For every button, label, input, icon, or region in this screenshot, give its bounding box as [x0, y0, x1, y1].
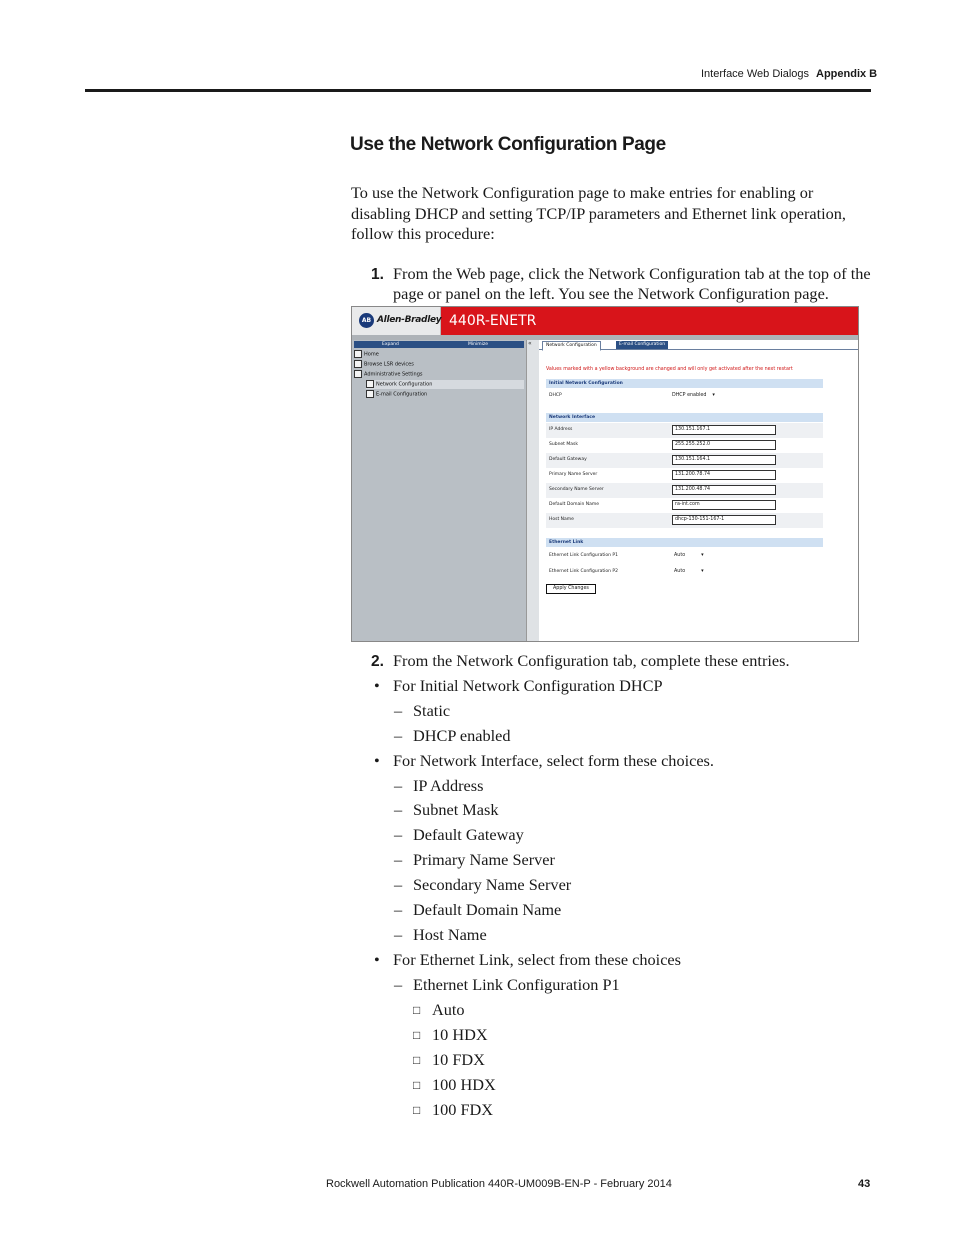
- subnet-mask-input[interactable]: 255.255.252.0: [672, 440, 776, 450]
- minimize-link[interactable]: Minimize: [468, 342, 488, 347]
- tab-email-configuration[interactable]: E-mail Configuration: [616, 341, 668, 349]
- ethernet-link-p1-select[interactable]: Auto ▾: [674, 552, 704, 558]
- list-item: 100 FDX: [432, 1100, 494, 1119]
- dash-icon: –: [394, 701, 403, 720]
- dhcp-label: DHCP: [549, 393, 562, 398]
- box-icon: □: [413, 1103, 421, 1117]
- box-icon: □: [413, 1003, 421, 1017]
- step-2-number: 2.: [371, 653, 384, 670]
- list-item: Auto: [432, 1000, 465, 1019]
- default-gateway-row: [546, 453, 823, 468]
- list-item: Default Gateway: [413, 825, 524, 844]
- apply-changes-button[interactable]: Apply Changes: [546, 584, 596, 594]
- dash-icon: –: [394, 726, 403, 745]
- page-icon: [366, 390, 374, 398]
- default-gateway-input[interactable]: 130.151.164.1: [672, 455, 776, 465]
- expand-link[interactable]: Expand: [382, 342, 399, 347]
- sidebar-item-email[interactable]: E-mail Configuration: [366, 390, 427, 399]
- app-banner: [352, 307, 858, 335]
- host-name-label: Host Name: [549, 517, 574, 522]
- step-1-text-line-2: page or panel on the left. You see the Network Configuration page.: [393, 284, 829, 303]
- ip-address-row: [546, 423, 823, 438]
- list-item: Static: [413, 701, 451, 720]
- brand-logo: [352, 307, 441, 335]
- list-item: Subnet Mask: [413, 800, 499, 819]
- ip-address-label: IP Address: [549, 427, 573, 432]
- sidebar: [352, 340, 526, 641]
- page-icon: [354, 350, 362, 358]
- dropdown-arrow-icon: ▾: [701, 568, 704, 574]
- host-name-input[interactable]: dhcp-130-151-167-1: [672, 515, 776, 525]
- collapse-arrow-icon[interactable]: «: [528, 340, 532, 347]
- ab-logo-icon: AB: [359, 313, 374, 328]
- footer-publication: Rockwell Automation Publication 440R-UM009B-EN-P - February 2014: [326, 1178, 672, 1190]
- default-domain-name-row: [546, 498, 823, 513]
- dhcp-row: [546, 389, 823, 404]
- dropdown-arrow-icon: ▾: [712, 392, 715, 398]
- sidebar-item-network[interactable]: Network Configuration: [366, 380, 524, 389]
- list-item: Secondary Name Server: [413, 875, 572, 894]
- list-item: 10 HDX: [432, 1025, 488, 1044]
- bullet-dhcp: For Initial Network Configuration DHCP: [393, 676, 663, 695]
- brand-name: Allen-Bradley: [377, 315, 442, 325]
- host-name-row: [546, 513, 823, 528]
- list-item: Ethernet Link Configuration P1: [413, 975, 620, 994]
- folder-icon: [354, 370, 362, 378]
- dropdown-arrow-icon: ▾: [701, 552, 704, 558]
- page-number: 43: [858, 1178, 871, 1190]
- tab-bar: [539, 340, 858, 350]
- dash-icon: –: [394, 975, 403, 994]
- sidebar-item-admin[interactable]: Administrative Settings: [354, 370, 423, 379]
- list-item: IP Address: [413, 776, 484, 795]
- sidebar-item-browse[interactable]: Browse LSR devices: [354, 360, 414, 369]
- section-heading: Use the Network Configuration Page: [350, 134, 666, 155]
- ethernet-link-p1-label: Ethernet Link Configuration P1: [549, 553, 618, 558]
- header-rule: [85, 89, 871, 92]
- primary-name-server-input[interactable]: 131.200.78.74: [672, 470, 776, 480]
- dash-icon: –: [394, 900, 403, 919]
- ethernet-link-p2-row: [546, 565, 823, 580]
- ip-address-input[interactable]: 130.151.167.1: [672, 425, 776, 435]
- secondary-name-server-label: Secondary Name Server: [549, 487, 604, 492]
- restart-note: Values marked with a yellow background are changed and will only get activated after the next restart: [546, 367, 793, 372]
- product-name: 440R-ENETR: [449, 313, 537, 329]
- intro-paragraph: To use the Network Configuration page to make entries for enabling or disabling DHCP and setting TCP/IP parameters and Ethernet link operation, follow this procedure:: [351, 183, 846, 243]
- section-ethernet-link: Ethernet Link: [546, 538, 823, 547]
- dash-icon: –: [394, 800, 403, 819]
- dhcp-select[interactable]: DHCP enabled ▾: [672, 392, 715, 398]
- default-domain-name-input[interactable]: ra-int.com: [672, 500, 776, 510]
- dash-icon: –: [394, 925, 403, 944]
- list-item: DHCP enabled: [413, 726, 511, 745]
- dash-icon: –: [394, 825, 403, 844]
- tab-network-configuration[interactable]: Network Configuration: [542, 341, 601, 351]
- sidebar-item-home[interactable]: Home: [354, 350, 379, 359]
- bullet-icon: •: [374, 751, 380, 770]
- primary-name-server-label: Primary Name Server: [549, 472, 598, 477]
- page-icon: [354, 360, 362, 368]
- bullet-network-interface: For Network Interface, select form these choices.: [393, 751, 714, 770]
- list-item: 10 FDX: [432, 1050, 485, 1069]
- bullet-icon: •: [374, 950, 380, 969]
- running-header-section: Interface Web Dialogs: [701, 68, 810, 80]
- ethernet-link-p2-label: Ethernet Link Configuration P2: [549, 569, 618, 574]
- sidebar-header: [354, 341, 524, 348]
- box-icon: □: [413, 1078, 421, 1092]
- step-1-text-line-1: From the Web page, click the Network Configuration tab at the top of the: [393, 264, 871, 283]
- list-item: Default Domain Name: [413, 900, 562, 919]
- running-header-appendix: Appendix B: [816, 68, 878, 80]
- default-domain-name-label: Default Domain Name: [549, 502, 600, 507]
- subnet-mask-label: Subnet Mask: [549, 442, 578, 447]
- bullet-ethernet-link: For Ethernet Link, select from these choices: [393, 950, 681, 969]
- list-item: Host Name: [413, 925, 487, 944]
- main-content: [539, 340, 858, 641]
- list-item: Primary Name Server: [413, 850, 555, 869]
- box-icon: □: [413, 1053, 421, 1067]
- primary-name-server-row: [546, 468, 823, 483]
- ethernet-link-p1-row: [546, 549, 823, 564]
- bullet-icon: •: [374, 676, 380, 695]
- list-item: 100 HDX: [432, 1075, 496, 1094]
- ethernet-link-p2-select[interactable]: Auto ▾: [674, 568, 704, 574]
- step-1-number: 1.: [371, 266, 384, 283]
- sidebar-splitter[interactable]: [526, 340, 540, 641]
- section-initial-network: Initial Network Configuration: [546, 379, 823, 388]
- default-gateway-label: Default Gateway: [549, 457, 587, 462]
- secondary-name-server-input[interactable]: 131.200.48.74: [672, 485, 776, 495]
- dash-icon: –: [394, 875, 403, 894]
- network-configuration-screenshot: [351, 306, 859, 642]
- dash-icon: –: [394, 850, 403, 869]
- box-icon: □: [413, 1028, 421, 1042]
- subnet-mask-row: [546, 438, 823, 453]
- secondary-name-server-row: [546, 483, 823, 498]
- page-icon: [366, 380, 374, 388]
- section-network-interface: Network Interface: [546, 413, 823, 422]
- step-2-text: From the Network Configuration tab, complete these entries.: [393, 651, 790, 670]
- dash-icon: –: [394, 776, 403, 795]
